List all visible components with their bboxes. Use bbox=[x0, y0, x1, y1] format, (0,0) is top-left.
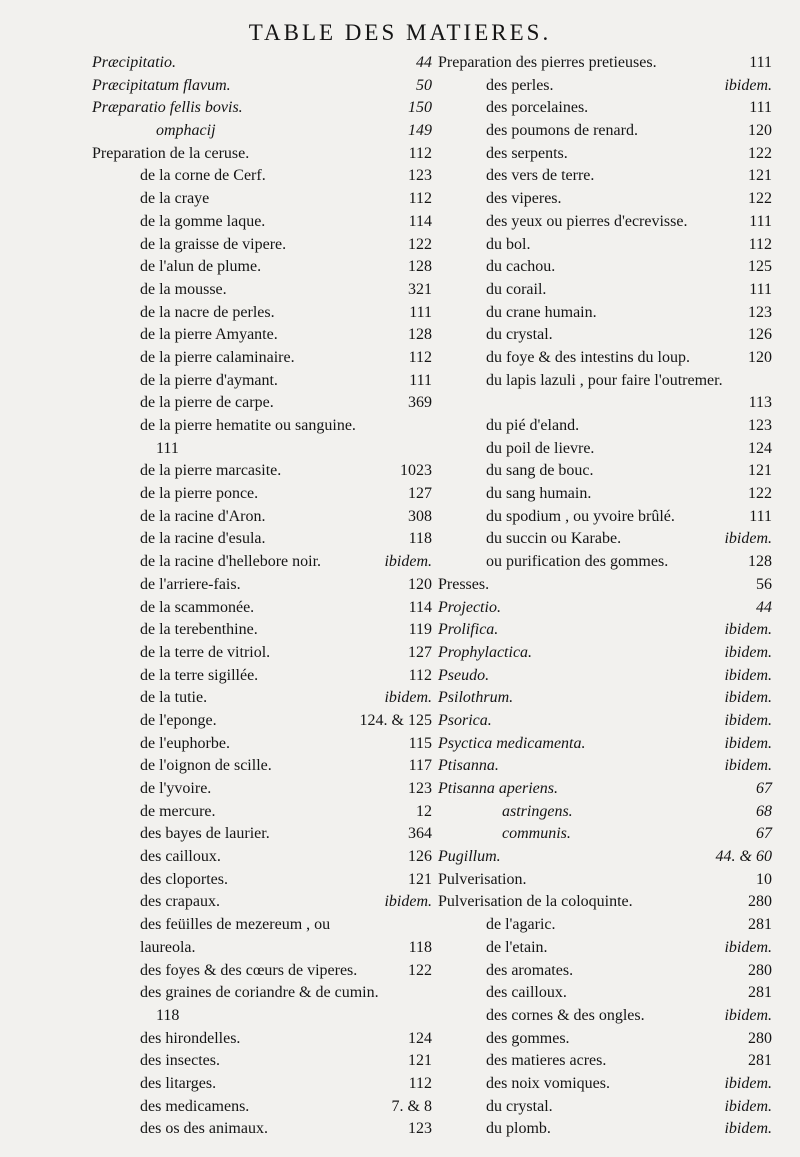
entry-term: de l'arriere-fais. bbox=[140, 575, 241, 593]
entry-page: 122 bbox=[748, 485, 772, 503]
entry-page: 126 bbox=[748, 326, 772, 344]
entry-page: 280 bbox=[748, 1029, 772, 1047]
entry-page: 123 bbox=[408, 167, 432, 185]
entry-page: 115 bbox=[408, 734, 432, 752]
index-entry bbox=[92, 1118, 432, 1141]
index-entry bbox=[438, 642, 772, 665]
entry-page: 280 bbox=[748, 961, 772, 979]
entry-term: de la nacre de perles. bbox=[140, 303, 275, 321]
entry-page: 112 bbox=[408, 666, 432, 684]
index-entry bbox=[92, 120, 432, 143]
entry-term: Projectio. bbox=[438, 598, 501, 616]
index-entry bbox=[438, 937, 772, 960]
entry-page: ibidem. bbox=[384, 689, 432, 707]
entry-term: Psyctica medicamenta. bbox=[438, 734, 586, 752]
entry-page: 280 bbox=[748, 893, 772, 911]
entry-page: 112 bbox=[408, 1074, 432, 1092]
index-entry bbox=[438, 1073, 772, 1096]
entry-term: des cloportes. bbox=[140, 870, 228, 888]
entry-term: Ptisanna. bbox=[438, 757, 499, 775]
entry-term: de la tutie. bbox=[140, 689, 208, 707]
index-entry bbox=[438, 302, 772, 325]
entry-term: de l'oignon de scille. bbox=[140, 757, 272, 775]
entry-term: des cailloux. bbox=[486, 984, 567, 1002]
entry-page: ibidem. bbox=[724, 530, 772, 548]
entry-term: des graines de coriandre & de cumin. bbox=[140, 984, 379, 1002]
index-entry bbox=[438, 279, 772, 302]
entry-term: des litarges. bbox=[140, 1074, 217, 1092]
entry-page: 111 bbox=[749, 212, 772, 230]
entry-page: 111 bbox=[749, 99, 772, 117]
entry-term: astringens. bbox=[502, 802, 573, 820]
entry-page: 44. & 60 bbox=[715, 848, 772, 866]
entry-term: communis. bbox=[502, 825, 571, 843]
index-entry bbox=[92, 665, 432, 688]
entry-page: 123 bbox=[748, 417, 772, 435]
entry-page: 127 bbox=[408, 643, 432, 661]
entry-page: 119 bbox=[408, 621, 432, 639]
entry-page: 56 bbox=[756, 575, 772, 593]
entry-term: de la racine d'hellebore noir. bbox=[140, 553, 322, 571]
index-entry bbox=[92, 483, 432, 506]
index-entry bbox=[92, 392, 432, 415]
entry-page: 1023 bbox=[400, 462, 432, 480]
index-entry bbox=[92, 165, 432, 188]
index-entry bbox=[438, 869, 772, 892]
entry-term: Psilothrum. bbox=[438, 689, 514, 707]
index-entry bbox=[438, 710, 772, 733]
index-entry bbox=[92, 256, 432, 279]
index-entry bbox=[92, 438, 432, 461]
entry-term: de la graisse de vipere. bbox=[140, 235, 287, 253]
index-entry bbox=[92, 528, 432, 551]
entry-term: des insectes. bbox=[140, 1052, 220, 1070]
entry-page: 123 bbox=[408, 780, 432, 797]
entry-page: 111 bbox=[749, 54, 772, 71]
index-entry bbox=[92, 597, 432, 620]
entry-page: 321 bbox=[408, 280, 432, 298]
index-entry bbox=[438, 1005, 772, 1028]
entry-page: 126 bbox=[408, 848, 432, 866]
entry-term: Prophylactica. bbox=[438, 643, 533, 661]
entry-term: du pié d'eland. bbox=[486, 417, 580, 435]
index-entry bbox=[92, 52, 432, 75]
entry-term: des feüilles de mezereum , ou laureola. bbox=[140, 916, 331, 956]
entry-term: du sang de bouc. bbox=[486, 462, 594, 480]
entry-term: du crystal. bbox=[486, 326, 553, 344]
index-entry bbox=[438, 551, 772, 574]
index-entry bbox=[438, 438, 772, 461]
entry-page: ibidem. bbox=[724, 621, 772, 639]
entry-page: 123 bbox=[748, 303, 772, 321]
entry-term: Preparation des pierres pretieuses. bbox=[438, 54, 657, 71]
index-entry bbox=[92, 1096, 432, 1119]
entry-term: du foye & des intestins du loup. bbox=[486, 348, 690, 366]
entry-term: du poil de lievre. bbox=[486, 439, 595, 457]
entry-term: Pulverisation de la coloquinte. bbox=[438, 893, 633, 911]
entry-page: 10 bbox=[756, 870, 772, 888]
index-entry bbox=[92, 733, 432, 756]
index-entry bbox=[92, 460, 432, 483]
entry-page: ibidem. bbox=[724, 938, 772, 956]
entry-page: 121 bbox=[408, 870, 432, 888]
index-entry bbox=[438, 733, 772, 756]
index-entry bbox=[438, 891, 772, 914]
entry-term: des cornes & des ongles. bbox=[486, 1006, 645, 1024]
entry-term: de la pierre marcasite. bbox=[140, 462, 282, 480]
entry-page: 122 bbox=[408, 235, 432, 253]
index-entry bbox=[92, 801, 432, 824]
entry-page: ibidem. bbox=[384, 893, 432, 911]
entry-term: 111 bbox=[156, 439, 179, 457]
entry-term: Presses. bbox=[438, 575, 490, 593]
entry-term: des yeux ou pierres d'ecrevisse. bbox=[486, 212, 688, 230]
index-entry bbox=[92, 1050, 432, 1073]
entry-page: 125 bbox=[748, 258, 772, 276]
entry-page: 68 bbox=[756, 802, 772, 820]
index-entry bbox=[92, 846, 432, 869]
right-column bbox=[438, 52, 772, 1141]
entry-page: 364 bbox=[408, 825, 432, 843]
entry-term: de la gomme laque. bbox=[140, 212, 266, 230]
entry-page: 112 bbox=[408, 190, 432, 208]
entry-term: du corail. bbox=[486, 280, 547, 298]
entry-page: 122 bbox=[748, 144, 772, 162]
entry-page: ibidem. bbox=[724, 757, 772, 775]
index-entry bbox=[92, 778, 432, 801]
entry-term: de la pierre d'aymant. bbox=[140, 371, 278, 389]
entry-page: 111 bbox=[749, 280, 772, 298]
entry-page: 281 bbox=[748, 1052, 772, 1070]
entry-page: ibidem. bbox=[724, 1006, 772, 1024]
entry-term: Præparatio fellis bovis. bbox=[92, 99, 243, 117]
entry-term: des os des animaux. bbox=[140, 1120, 268, 1138]
entry-page: ibidem. bbox=[724, 76, 772, 94]
entry-page: 121 bbox=[408, 1052, 432, 1070]
index-entry bbox=[438, 347, 772, 370]
index-entry bbox=[438, 801, 772, 824]
entry-page: 44 bbox=[416, 54, 432, 71]
index-entry bbox=[92, 642, 432, 665]
entry-term: des foyes & des cœurs de viperes. bbox=[140, 961, 358, 979]
entry-term: de l'yvoire. bbox=[140, 780, 212, 797]
entry-page: 50 bbox=[416, 76, 432, 94]
index-entry bbox=[438, 143, 772, 166]
entry-term: des cailloux. bbox=[140, 848, 221, 866]
entry-page: 114 bbox=[408, 598, 432, 616]
index-entry bbox=[438, 188, 772, 211]
entry-term: du crane humain. bbox=[486, 303, 597, 321]
entry-page: 44 bbox=[756, 598, 772, 616]
entry-term: du lapis lazuli , pour faire l'outremer. bbox=[486, 371, 723, 389]
entry-page: 112 bbox=[408, 348, 432, 366]
entry-page: 111 bbox=[749, 507, 772, 525]
index-entry bbox=[92, 687, 432, 710]
entry-term: Pugillum. bbox=[438, 848, 501, 866]
index-entry bbox=[92, 960, 432, 983]
entry-term: de la corne de Cerf. bbox=[140, 167, 266, 185]
entry-page: 118 bbox=[408, 938, 432, 956]
entry-page: 122 bbox=[748, 190, 772, 208]
entry-page: 7. & 8 bbox=[391, 1097, 432, 1115]
entry-term: du succin ou Karabe. bbox=[486, 530, 622, 548]
entry-term: du crystal. bbox=[486, 1097, 553, 1115]
entry-term: des medicamens. bbox=[140, 1097, 250, 1115]
index-entry bbox=[438, 1028, 772, 1051]
entry-term: de la pierre hematite ou sanguine. bbox=[140, 417, 356, 434]
entry-term: ou purification des gommes. bbox=[486, 553, 669, 571]
index-entry bbox=[92, 914, 432, 959]
entry-term: des crapaux. bbox=[140, 893, 220, 911]
entry-page: ibidem. bbox=[724, 1097, 772, 1115]
index-entry bbox=[438, 687, 772, 710]
index-entry bbox=[92, 347, 432, 370]
entry-term: Preparation de la ceruse. bbox=[92, 144, 250, 162]
entry-term: des hirondelles. bbox=[140, 1029, 241, 1047]
entry-term: du cachou. bbox=[486, 258, 556, 276]
entry-term: de la racine d'esula. bbox=[140, 530, 266, 548]
entry-page: 111 bbox=[409, 371, 432, 389]
index-entry bbox=[92, 234, 432, 257]
index-entry bbox=[438, 256, 772, 279]
index-entry bbox=[438, 75, 772, 98]
index-entry bbox=[92, 619, 432, 642]
index-entry bbox=[438, 574, 772, 597]
index-entry bbox=[438, 823, 772, 846]
entry-page: 114 bbox=[408, 212, 432, 230]
index-entry bbox=[92, 823, 432, 846]
entry-page: 128 bbox=[408, 258, 432, 276]
entry-page: 369 bbox=[408, 394, 432, 412]
index-entry bbox=[438, 619, 772, 642]
entry-page: 124 bbox=[408, 1029, 432, 1047]
entry-page: ibidem. bbox=[724, 643, 772, 661]
entry-term: des porcelaines. bbox=[486, 99, 589, 117]
index-entry bbox=[438, 211, 772, 234]
entry-term: de l'etain. bbox=[486, 938, 548, 956]
index-entry bbox=[92, 1028, 432, 1051]
index-entry bbox=[438, 120, 772, 143]
entry-term: des gommes. bbox=[486, 1029, 570, 1047]
entry-page: 124 bbox=[748, 439, 772, 457]
index-entry bbox=[438, 460, 772, 483]
entry-term: du sang humain. bbox=[486, 485, 592, 503]
entry-term: de la pierre calaminaire. bbox=[140, 348, 295, 366]
index-entry bbox=[438, 415, 772, 438]
entry-term: Pulverisation. bbox=[438, 870, 527, 888]
entry-term: Pseudo. bbox=[438, 666, 490, 684]
entry-page: 67 bbox=[756, 825, 772, 843]
entry-page: ibidem. bbox=[724, 1120, 772, 1138]
entry-page: ibidem. bbox=[724, 711, 772, 729]
index-entry bbox=[438, 846, 772, 869]
index-entry bbox=[92, 869, 432, 892]
index-entry bbox=[92, 1073, 432, 1096]
entry-page: 112 bbox=[408, 144, 432, 162]
entry-page: 120 bbox=[408, 575, 432, 593]
entry-term: du plomb. bbox=[486, 1120, 551, 1138]
index-entry bbox=[438, 52, 772, 75]
entry-term: de la craye bbox=[140, 190, 210, 208]
index-entry bbox=[92, 710, 432, 733]
entry-page: 149 bbox=[408, 122, 432, 140]
entry-term: de la pierre ponce. bbox=[140, 485, 259, 503]
entry-term: des aromates. bbox=[486, 961, 574, 979]
entry-page: 128 bbox=[408, 326, 432, 344]
index-entry bbox=[92, 370, 432, 393]
index-entry bbox=[92, 551, 432, 574]
index-entry bbox=[92, 415, 432, 438]
index-entry bbox=[92, 324, 432, 347]
index-entry bbox=[438, 1118, 772, 1141]
entry-page: 281 bbox=[748, 984, 772, 1002]
entry-page: 128 bbox=[748, 553, 772, 571]
entry-page: 118 bbox=[408, 530, 432, 548]
index-entry bbox=[92, 574, 432, 597]
entry-page: 112 bbox=[748, 235, 772, 253]
index-entry bbox=[438, 165, 772, 188]
entry-term: de l'euphorbe. bbox=[140, 734, 230, 752]
entry-term: omphacij bbox=[156, 122, 216, 140]
index-entry bbox=[438, 506, 772, 529]
entry-term: de la terre de vitriol. bbox=[140, 643, 271, 661]
entry-page: 111 bbox=[409, 303, 432, 321]
index-entry bbox=[438, 483, 772, 506]
entry-page: ibidem. bbox=[724, 734, 772, 752]
index-entry bbox=[438, 755, 772, 778]
index-entry bbox=[438, 528, 772, 551]
entry-page: ibidem. bbox=[384, 553, 432, 571]
entry-term: de la terebenthine. bbox=[140, 621, 258, 639]
entry-page: ibidem. bbox=[724, 689, 772, 707]
entry-page: 281 bbox=[748, 916, 772, 934]
index-entry bbox=[92, 982, 432, 1005]
index-entry bbox=[438, 778, 772, 801]
index-entry bbox=[438, 1050, 772, 1073]
entry-term: de la scammonée. bbox=[140, 598, 255, 616]
entry-term: de l'eponge. bbox=[140, 711, 217, 729]
index-entry bbox=[92, 143, 432, 166]
entry-term: de la mousse. bbox=[140, 280, 227, 298]
index-entry bbox=[438, 370, 772, 415]
index-entry bbox=[92, 302, 432, 325]
entry-term: des bayes de laurier. bbox=[140, 825, 270, 843]
index-entry bbox=[92, 188, 432, 211]
left-column bbox=[92, 52, 432, 1141]
index-entry bbox=[92, 891, 432, 914]
entry-page: 308 bbox=[408, 507, 432, 525]
index-entry bbox=[438, 324, 772, 347]
entry-page: ibidem. bbox=[724, 1074, 772, 1092]
entry-page: 12 bbox=[416, 802, 432, 820]
index-entry bbox=[438, 982, 772, 1005]
entry-term: Prolifica. bbox=[438, 621, 499, 639]
entry-term: de la racine d'Aron. bbox=[140, 507, 266, 525]
entry-page: 113 bbox=[748, 394, 772, 412]
entry-term: du bol. bbox=[486, 235, 531, 253]
entry-term: de l'alun de plume. bbox=[140, 258, 262, 276]
entry-term: Ptisanna aperiens. bbox=[438, 780, 558, 798]
index-entry bbox=[438, 597, 772, 620]
index-entry bbox=[92, 755, 432, 778]
entry-term: Psorica. bbox=[438, 711, 492, 729]
index-entry bbox=[438, 914, 772, 937]
entry-term: Præcipitatum flavum. bbox=[92, 76, 231, 94]
entry-term: de la terre sigillée. bbox=[140, 666, 259, 684]
entry-term: des matieres acres. bbox=[486, 1052, 607, 1070]
index-entry bbox=[92, 1005, 432, 1028]
entry-page: ibidem. bbox=[724, 666, 772, 684]
page-header: TABLE DES MATIERES. bbox=[248, 20, 552, 45]
entry-term: des serpents. bbox=[486, 144, 568, 162]
entry-term: des noix vomiques. bbox=[486, 1074, 610, 1092]
entry-term: de l'agaric. bbox=[486, 916, 556, 934]
entry-term: des vers de terre. bbox=[486, 167, 595, 185]
entry-term: des viperes. bbox=[486, 190, 562, 208]
entry-page: 120 bbox=[748, 348, 772, 366]
entry-page: 117 bbox=[408, 757, 432, 775]
entry-term: 118 bbox=[156, 1006, 180, 1024]
entry-term: du spodium , ou yvoire brûlé. bbox=[486, 507, 675, 525]
entry-page: 124. & 125 bbox=[359, 711, 432, 729]
entry-page: 122 bbox=[408, 961, 432, 979]
entry-page: 123 bbox=[408, 1120, 432, 1138]
index-entry bbox=[92, 211, 432, 234]
entry-page: 120 bbox=[748, 122, 772, 140]
entry-page: 67 bbox=[756, 780, 772, 798]
index-entry bbox=[92, 279, 432, 302]
index-entry bbox=[438, 234, 772, 257]
index-entry bbox=[92, 75, 432, 98]
entry-term: de mercure. bbox=[140, 802, 216, 820]
index-entry bbox=[92, 506, 432, 529]
entry-term: des perles. bbox=[486, 76, 554, 94]
index-entry bbox=[438, 960, 772, 983]
index-entry bbox=[92, 97, 432, 120]
index-entry bbox=[438, 97, 772, 120]
entry-page: 121 bbox=[748, 462, 772, 480]
index-entry bbox=[438, 1096, 772, 1119]
entry-term: de la pierre Amyante. bbox=[140, 326, 278, 344]
entry-page: 150 bbox=[408, 99, 432, 117]
index-entry bbox=[438, 665, 772, 688]
entry-term: Præcipitatio. bbox=[92, 54, 176, 71]
entry-term: de la pierre de carpe. bbox=[140, 394, 274, 412]
entry-term: des poumons de renard. bbox=[486, 122, 638, 140]
entry-page: 127 bbox=[408, 485, 432, 503]
entry-page: 121 bbox=[748, 167, 772, 185]
